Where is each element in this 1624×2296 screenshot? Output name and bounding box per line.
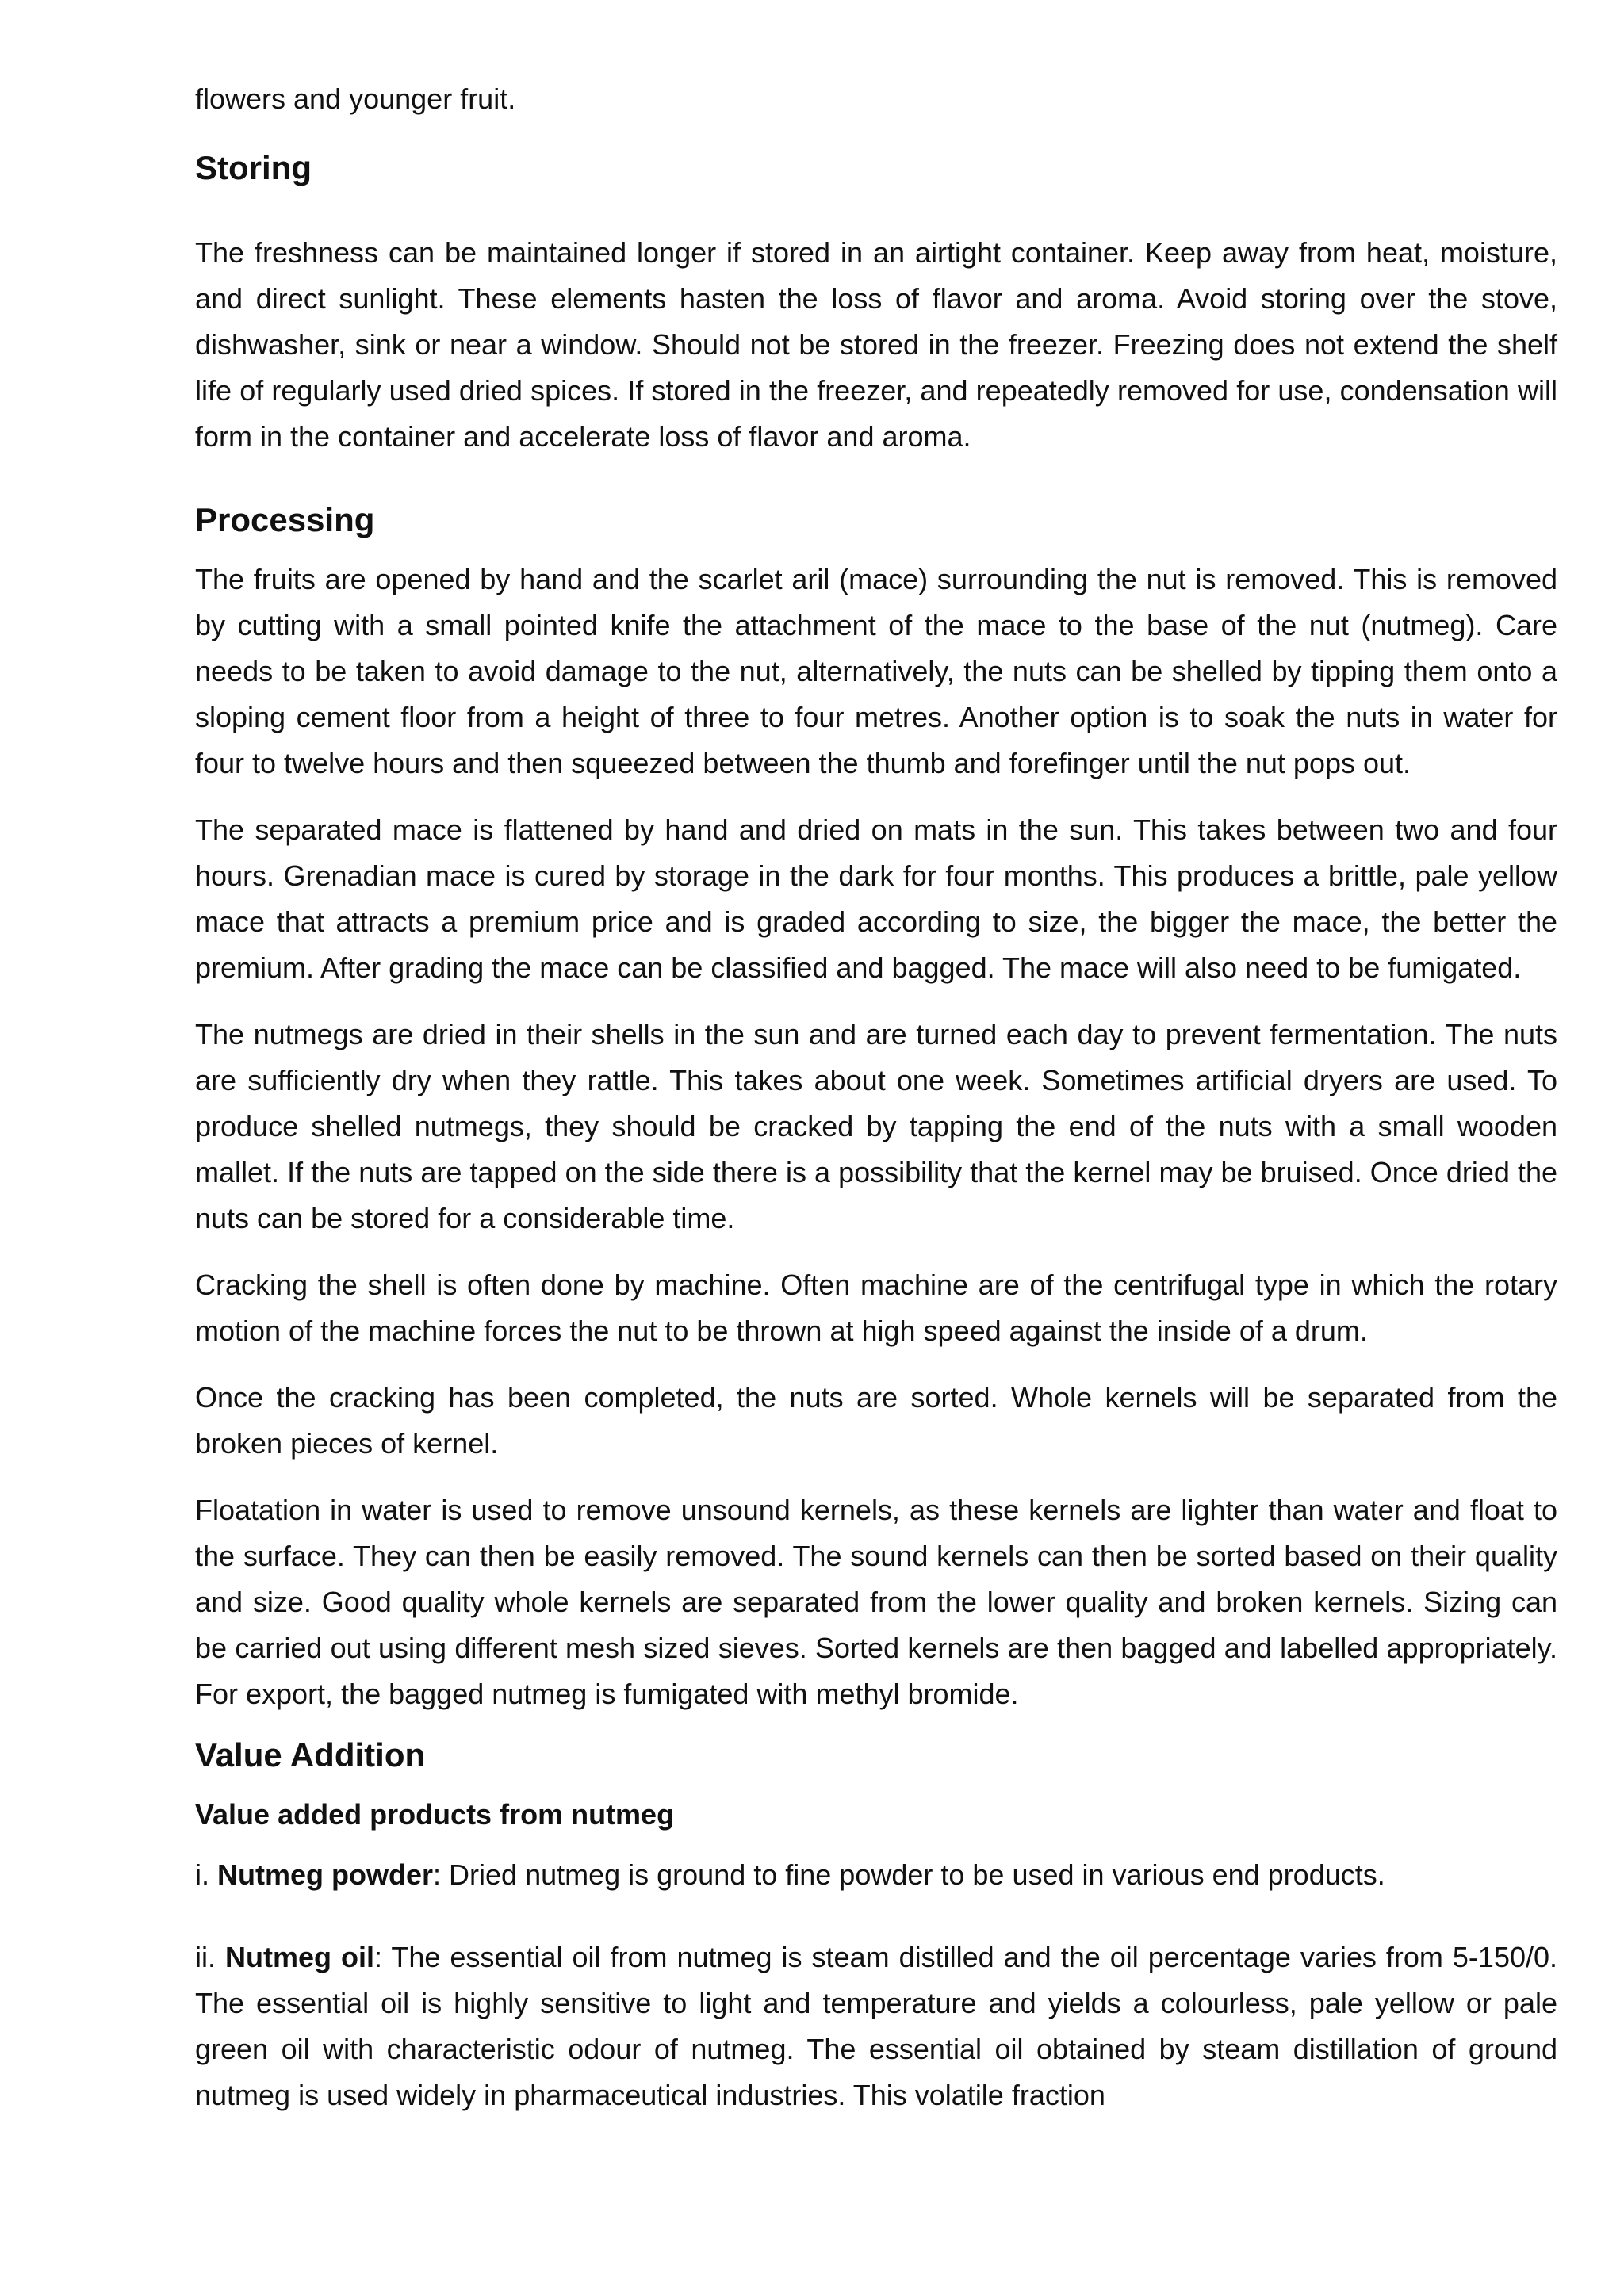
value-item-nutmeg-oil: [195, 1934, 1557, 2118]
processing-paragraph-2: The separated mace is flattened by hand and dried on mats in the sun. This takes between two and four hours. Grenadian mace is cured by storage in the dark for four months. This produces a brittle, pale yellow mace that attracts a premium price and is graded according to size, the bigger the mace, the better the premium. After grading the mace can be classified and bagged. The mace will also need to be fumigated.: [195, 813, 1557, 984]
document-page: [195, 76, 1557, 2118]
item-prefix: ii.: [195, 1941, 225, 1973]
storing-heading: Storing: [195, 149, 312, 186]
processing-paragraph-4: Cracking the shell is often done by machine. Often machine are of the centrifugal type in which the rotary motion of the machine forces the nut to be thrown at high speed against the inside of a drum.: [195, 1269, 1557, 1347]
value-addition-heading: Value Addition: [195, 1736, 426, 1774]
value-added-subheading: Value added products from nutmeg: [195, 1798, 675, 1831]
intro-text: flowers and younger fruit.: [195, 82, 516, 115]
processing-paragraph-5: Once the cracking has been completed, the nuts are sorted. Whole kernels will be separated from the broken pieces of kernel.: [195, 1381, 1557, 1460]
processing-heading: Processing: [195, 501, 375, 538]
item-term: Nutmeg oil: [225, 1941, 374, 1973]
processing-paragraph-1: The fruits are opened by hand and the scarlet aril (mace) surrounding the nut is removed. This is removed by cutting with a small pointed knife the attachment of the mace to the base of the nut (nutmeg). Care needs to be taken to avoid damage to the nut, alternatively, the nuts can be shelled by tipping them onto a sloping cement floor from a height of three to four metres. Another option is to soak the nuts in water for four to twelve hours and then squeezed between the thumb and forefinger until the nut pops out.: [195, 563, 1557, 779]
processing-paragraph-3: The nutmegs are dried in their shells in the sun and are turned each day to prevent fermentation. The nuts are sufficiently dry when they rattle. This takes about one week. Sometimes artificial dryers are used. To produce shelled nutmegs, they should be cracked by tapping the end of the nuts with a small wooden mallet. If the nuts are tapped on the side there is a possibility that the kernel may be bruised. Once dried the nuts can be stored for a considerable time.: [195, 1018, 1557, 1234]
storing-paragraph: The freshness can be maintained longer if stored in an airtight container. Keep away from heat, moisture, and direct sunlight. These elements hasten the loss of flavor and aroma. Avoid storing over the stove, dishwasher, sink or near a window. Should not be stored in the freezer. Freezing does not extend the shelf life of regularly used dried spices. If stored in the freezer, and repeatedly removed for use, condensation will form in the container and accelerate loss of flavor and aroma.: [195, 236, 1557, 453]
item-description: : Dried nutmeg is ground to fine powder to be used in various end products.: [433, 1858, 1385, 1891]
value-item-nutmeg-powder: [195, 1852, 1557, 1898]
item-prefix: i.: [195, 1858, 218, 1891]
processing-paragraph-6: Floatation in water is used to remove unsound kernels, as these kernels are lighter than water and float to the surface. They can then be easily removed. The sound kernels can then be sorted based on their quality and size. Good quality whole kernels are separated from the lower quality and broken kernels. Sizing can be carried out using different mesh sized sieves. Sorted kernels are then bagged and labelled appropriately. For export, the bagged nutmeg is fumigated with methyl bromide.: [195, 1494, 1557, 1710]
item-term: Nutmeg powder: [217, 1858, 434, 1891]
item-description: : The essential oil from nutmeg is steam distilled and the oil percentage varies from 5-150/0. The essential oil is highly sensitive to light and temperature and yields a colourless, pale yellow or pale green oil with characteristic odour of nutmeg. The essential oil obtained by steam distillation of ground nutmeg is used widely in pharmaceutical industries. This volatile fraction: [195, 1941, 1558, 2111]
